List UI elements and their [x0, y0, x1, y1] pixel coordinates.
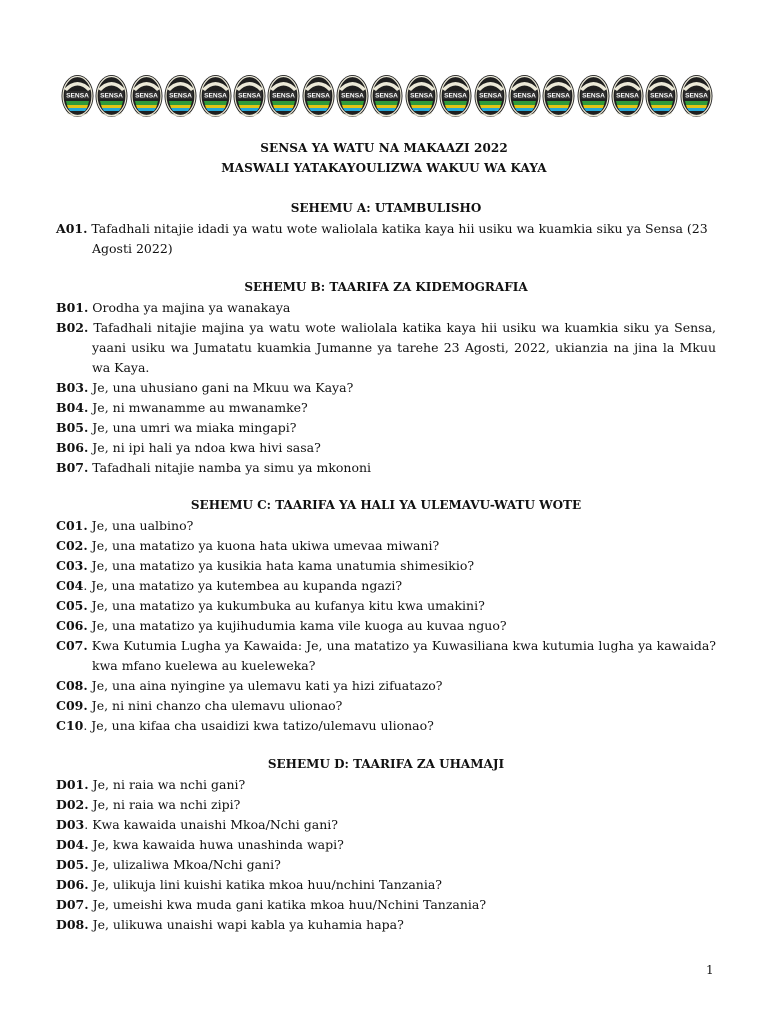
question-text: Je, ni raia wa nchi zipi? — [88, 797, 241, 812]
sensa-logo-icon — [542, 74, 575, 118]
question-code: B02. — [56, 320, 89, 335]
question-item — [56, 536, 716, 556]
question-item — [56, 556, 716, 576]
question-text: Tafadhali nitajie namba ya simu ya mkononi — [88, 460, 372, 475]
svg-text:SENSA: SENSA — [203, 92, 227, 100]
title-line-2: MASWALI YATAKAYOULIZWA WAKUU WA KAYA — [221, 161, 547, 175]
section-d — [56, 754, 716, 935]
question-item — [56, 318, 716, 378]
sensa-logo-icon — [302, 74, 335, 118]
sensa-logo-icon — [577, 74, 610, 118]
question-text: Je, ni raia wa nchi gani? — [88, 777, 246, 792]
question-text: Je, una aina nyingine ya ulemavu kati ya hizi zifuatazo? — [87, 678, 443, 693]
question-item — [56, 596, 716, 616]
question-item — [56, 775, 716, 795]
question-text: Je, ni mwanamme au mwanamke? — [88, 400, 308, 415]
question-text: Je, ulikuja lini kuishi katika mkoa huu/nchini Tanzania? — [88, 877, 442, 892]
question-text: Kwa Kutumia Lugha ya Kawaida: Je, una matatizo ya Kuwasiliana kwa kutumia lugha ya kawaida? kwa mfano kuelewa au kueleweka? — [87, 638, 716, 673]
svg-text:SENSA: SENSA — [444, 92, 467, 100]
svg-text:SENSA: SENSA — [341, 92, 364, 100]
question-code: D02. — [56, 797, 89, 812]
question-code: B06. — [56, 440, 89, 455]
question-code: C02. — [56, 538, 88, 553]
question-code: B03. — [56, 380, 89, 395]
title-line-1: SENSA YA WATU NA MAKAAZI 2022 — [260, 141, 508, 155]
question-item — [56, 418, 716, 438]
question-item — [56, 815, 716, 835]
sensa-logo-icon — [336, 74, 369, 118]
section-c — [56, 495, 716, 736]
sensa-logo-icon — [474, 74, 507, 118]
section-a — [56, 198, 716, 259]
svg-text:SENSA: SENSA — [100, 92, 124, 100]
question-item — [56, 875, 716, 895]
sensa-logo-icon — [233, 74, 266, 118]
question-code: C06. — [56, 618, 88, 633]
question-text: Je, una uhusiano gani na Mkuu wa Kaya? — [88, 380, 354, 395]
question-text: . Je, una kifaa cha usaidizi kwa tatizo/ulemavu ulionao? — [83, 718, 434, 733]
section-heading: SEHEMU A: UTAMBULISHO — [290, 201, 482, 215]
svg-text:SENSA: SENSA — [650, 92, 674, 100]
svg-text:SENSA: SENSA — [581, 92, 605, 100]
svg-text:SENSA: SENSA — [238, 92, 261, 100]
question-item — [56, 676, 716, 696]
svg-text:SENSA: SENSA — [169, 92, 192, 100]
question-code: C04 — [56, 578, 84, 593]
sensa-logo-icon — [680, 74, 713, 118]
question-text: Je, una matatizo ya kuona hata ukiwa umevaa miwani? — [87, 538, 440, 553]
sensa-logo-icon — [370, 74, 403, 118]
question-code: C09. — [56, 698, 88, 713]
svg-text:SENSA: SENSA — [272, 92, 296, 100]
svg-text:SENSA: SENSA — [409, 92, 433, 100]
question-text: Je, ulizaliwa Mkoa/Nchi gani? — [88, 857, 281, 872]
question-item — [56, 855, 716, 875]
question-text: Tafadhali nitajie majina ya watu wote waliolala katika kaya hii usiku wa kuamkia siku ya Sensa, yaani usiku wa Jumatatu kuamkia Jumanne ya tarehe 23 Agosti, 2022, ukianzia na jina la Mkuu wa Kaya. — [88, 320, 716, 375]
document-title — [0, 138, 768, 178]
svg-text:SENSA: SENSA — [306, 92, 330, 100]
question-text: Je, umeishi kwa muda gani katika mkoa huu/Nchini Tanzania? — [88, 897, 487, 912]
question-code: B07. — [56, 460, 89, 475]
sensa-logo-icon — [267, 74, 300, 118]
question-text: Je, kwa kawaida huwa unashinda wapi? — [88, 837, 344, 852]
question-text: Je, ulikuwa unaishi wapi kabla ya kuhamia hapa? — [88, 917, 404, 932]
sensa-logo-icon — [130, 74, 163, 118]
sensa-logo-icon — [95, 74, 128, 118]
sensa-logo-icon — [439, 74, 472, 118]
svg-text:SENSA: SENSA — [478, 92, 502, 100]
question-item — [56, 298, 716, 318]
question-item — [56, 716, 716, 736]
sensa-logo-icon — [164, 74, 197, 118]
question-text: Orodha ya majina ya wanakaya — [88, 300, 291, 315]
question-item — [56, 895, 716, 915]
sensa-logo-icon — [199, 74, 232, 118]
svg-text:SENSA: SENSA — [513, 92, 536, 100]
question-code: C10 — [56, 718, 84, 733]
section-heading: SEHEMU D: TAARIFA ZA UHAMAJI — [267, 757, 505, 771]
question-item — [56, 795, 716, 815]
section-heading: SEHEMU C: TAARIFA YA HALI YA ULEMAVU-WATU WOTE — [190, 498, 582, 512]
question-code: D08. — [56, 917, 89, 932]
question-item — [56, 378, 716, 398]
question-text: Je, una matatizo ya kusikia hata kama unatumia shimesikio? — [87, 558, 475, 573]
question-code: C05. — [56, 598, 88, 613]
question-code: C08. — [56, 678, 88, 693]
sensa-logo-icon — [405, 74, 438, 118]
svg-text:SENSA: SENSA — [134, 92, 158, 100]
section-b — [56, 277, 716, 478]
question-item — [56, 438, 716, 458]
question-text: Je, ni ipi hali ya ndoa kwa hivi sasa? — [88, 440, 321, 455]
question-item — [56, 458, 716, 478]
svg-text:SENSA: SENSA — [547, 92, 571, 100]
question-text: Je, ni nini chanzo cha ulemavu ulionao? — [87, 698, 343, 713]
sensa-logo-icon — [645, 74, 678, 118]
question-code: B04. — [56, 400, 89, 415]
question-item — [56, 516, 716, 536]
question-code: D07. — [56, 897, 89, 912]
question-item — [56, 616, 716, 636]
question-code: D04. — [56, 837, 89, 852]
question-item — [56, 398, 716, 418]
question-text: Je, una matatizo ya kukumbuka au kufanya kitu kwa umakini? — [87, 598, 485, 613]
logo-strip — [61, 74, 713, 118]
question-item — [56, 696, 716, 716]
question-code: C07. — [56, 638, 88, 653]
sensa-logo-icon — [508, 74, 541, 118]
section-heading: SEHEMU B: TAARIFA ZA KIDEMOGRAFIA — [244, 280, 528, 294]
svg-text:SENSA: SENSA — [66, 92, 89, 100]
question-code: B05. — [56, 420, 89, 435]
svg-text:SENSA: SENSA — [684, 92, 708, 100]
question-text: Je, una umri wa miaka mingapi? — [88, 420, 297, 435]
question-code: D06. — [56, 877, 89, 892]
question-text: . Je, una matatizo ya kutembea au kupanda ngazi? — [83, 578, 403, 593]
question-code: D05. — [56, 857, 89, 872]
sensa-logo-icon — [611, 74, 644, 118]
question-text: Je, una matatizo ya kujihudumia kama vile kuoga au kuvaa nguo? — [87, 618, 507, 633]
page-number: 1 — [706, 963, 714, 977]
svg-text:SENSA: SENSA — [616, 92, 639, 100]
question-item — [56, 576, 716, 596]
question-text: Tafadhali nitajie idadi ya watu wote waliolala katika kaya hii usiku wa kuamkia siku ya Sensa (23 Agosti 2022) — [87, 221, 708, 256]
question-code: A01. — [56, 221, 88, 236]
svg-text:SENSA: SENSA — [375, 92, 399, 100]
question-item — [56, 835, 716, 855]
question-item — [56, 219, 716, 259]
question-code: B01. — [56, 300, 89, 315]
question-text: Je, una ualbino? — [87, 518, 194, 533]
question-code: D01. — [56, 777, 89, 792]
question-code: C03. — [56, 558, 88, 573]
question-code: D03 — [56, 817, 85, 832]
question-item — [56, 636, 716, 676]
sensa-logo-icon — [61, 74, 94, 118]
question-text: . Kwa kawaida unaishi Mkoa/Nchi gani? — [84, 817, 338, 832]
question-item — [56, 915, 716, 935]
question-code: C01. — [56, 518, 88, 533]
